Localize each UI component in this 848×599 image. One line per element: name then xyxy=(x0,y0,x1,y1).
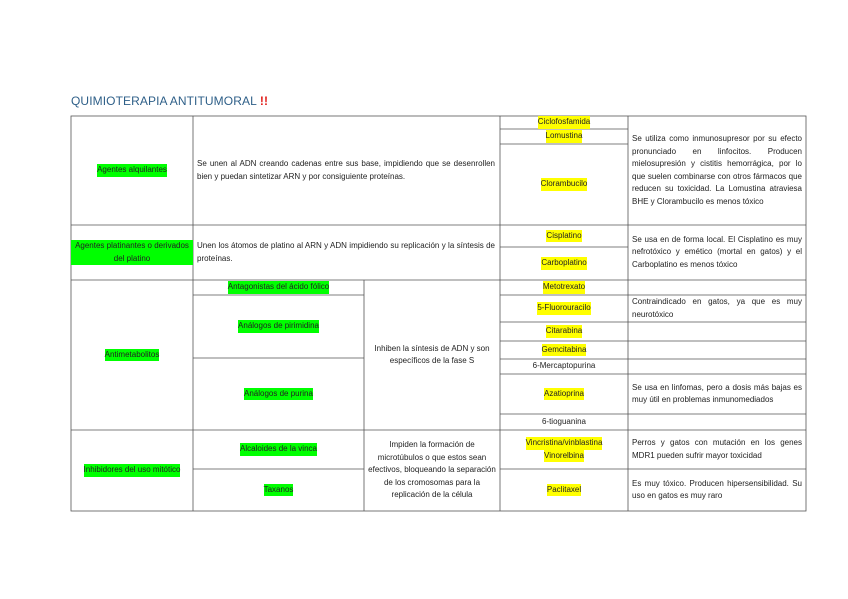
subgroup-name: Alcaloides de la vinca xyxy=(240,443,317,456)
drug-cell xyxy=(500,280,628,295)
group-platinantes xyxy=(71,225,193,280)
drug-cell xyxy=(500,129,628,144)
notes-text: Es muy tóxico. Producen hipersensibilidad. Su uso en gatos es muy raro xyxy=(632,478,802,500)
notes-text: Perros y gatos con mutación en los genes MDR1 pueden sufrir mayor toxicidad xyxy=(632,438,802,460)
drug-cell xyxy=(500,341,628,359)
drug-cell xyxy=(500,469,628,511)
subgroup-name: Análogos de pirimidina xyxy=(238,320,319,333)
drug-cell xyxy=(500,295,628,322)
subgroup-cell xyxy=(193,295,364,358)
drug-name: 6-tioguanina xyxy=(541,416,587,426)
drug-cell xyxy=(500,322,628,341)
notes-azatioprina xyxy=(632,374,802,414)
mechanism-text: Se unen al ADN creando cadenas entre sus base, impidiendo que se desenrollen bien y puedan sintetizar ARN y por consiguiente proteínas. xyxy=(197,159,495,181)
drug-name: Clorambucilo xyxy=(541,178,588,191)
notes-platinantes xyxy=(632,225,802,280)
subgroup-name: Análogos de purina xyxy=(244,388,313,401)
drug-name: Ciclofosfamida xyxy=(538,116,590,129)
group-name: Inhibidores del uso mitótico xyxy=(84,464,181,477)
notes-vinca xyxy=(632,430,802,469)
drug-cell xyxy=(500,374,628,414)
drug-name: Lomustina xyxy=(546,130,583,143)
notes-taxanos xyxy=(632,469,802,511)
group-name: Agentes platinantes o derivados del platino xyxy=(71,240,193,265)
subgroup-cell xyxy=(193,430,364,469)
drug-name: Carboplatino xyxy=(541,257,586,270)
drug-name: Paclitaxel xyxy=(547,484,581,497)
drug-cell xyxy=(500,225,628,247)
mechanism-alquilantes xyxy=(197,116,495,225)
mechanism-mitotico xyxy=(368,430,496,511)
group-name: Agentes alquilantes xyxy=(97,164,167,177)
mechanism-text: Inhiben la síntesis de ADN y son específicos de la fase S xyxy=(374,343,490,365)
notes-text: Se utiliza como inmunosupresor por su efecto pronunciado en linfocitos. Producen mielosupresión y cistitis hemorrágica, por lo que suelen combinarse con otros fármacos que reducen su toxicidad. La Lomustina atraviesa BHE y Clorambucilo es menos tóxico xyxy=(632,134,802,206)
group-antimetabolitos xyxy=(71,280,193,430)
title-exclamation: !! xyxy=(259,94,269,108)
drug-cell xyxy=(500,359,628,374)
group-alquilantes xyxy=(71,116,193,225)
title-text: QUIMIOTERAPIA ANTITUMORAL xyxy=(71,94,257,108)
mechanism-antimetabolitos xyxy=(368,280,496,430)
drug-cell xyxy=(500,116,628,129)
drug-name: Cisplatino xyxy=(546,230,581,243)
subgroup-cell xyxy=(193,358,364,430)
drug-name: Azatioprina xyxy=(544,388,584,401)
mechanism-platinantes xyxy=(197,225,495,280)
mechanism-text: Unen los átomos de platino al ARN y ADN impidiendo su replicación y la síntesis de proteínas. xyxy=(197,241,495,263)
subgroup-cell xyxy=(193,280,364,295)
drug-name: Metotrexato xyxy=(543,281,585,294)
notes-text: Se usa en de forma local. El Cisplatino es muy nefrotóxico y emético (mortal en gatos) y el Carboplatino es menos tóxico xyxy=(632,234,802,269)
drug-name: 6-Mercaptopurina xyxy=(532,361,596,371)
drug-name: Citarabina xyxy=(546,325,582,338)
notes-alquilantes xyxy=(632,116,802,225)
drug-cell xyxy=(500,414,628,430)
notes-text: Contraindicado en gatos, ya que es muy neurotóxico xyxy=(632,297,802,319)
subgroup-name: Antagonistas del ácido fólico xyxy=(228,281,329,294)
drug-cell xyxy=(500,247,628,280)
notes-text: Se usa en linfomas, pero a dosis más bajas es muy útil en problemas inmunomediados xyxy=(632,382,802,404)
group-mitotico xyxy=(71,430,193,511)
mechanism-text: Impiden la formación de microtúbulos o que estos sean efectivos, bloqueando la separación de los cromosomas para la replicación de la célula xyxy=(368,440,496,500)
drug-name: Gemcitabina xyxy=(542,344,587,357)
group-name: Antimetabolitos xyxy=(105,349,160,362)
drug-name: 5-Fluorouracilo xyxy=(537,302,590,315)
drug-name: Vinorelbina xyxy=(544,450,584,463)
drug-cell xyxy=(500,144,628,225)
subgroup-cell xyxy=(193,469,364,511)
notes-fluorouracilo xyxy=(632,295,802,322)
drug-name: Vincristina/vinblastina xyxy=(526,437,603,450)
drug-cell xyxy=(500,430,628,469)
subgroup-name: Taxanos xyxy=(264,484,294,497)
